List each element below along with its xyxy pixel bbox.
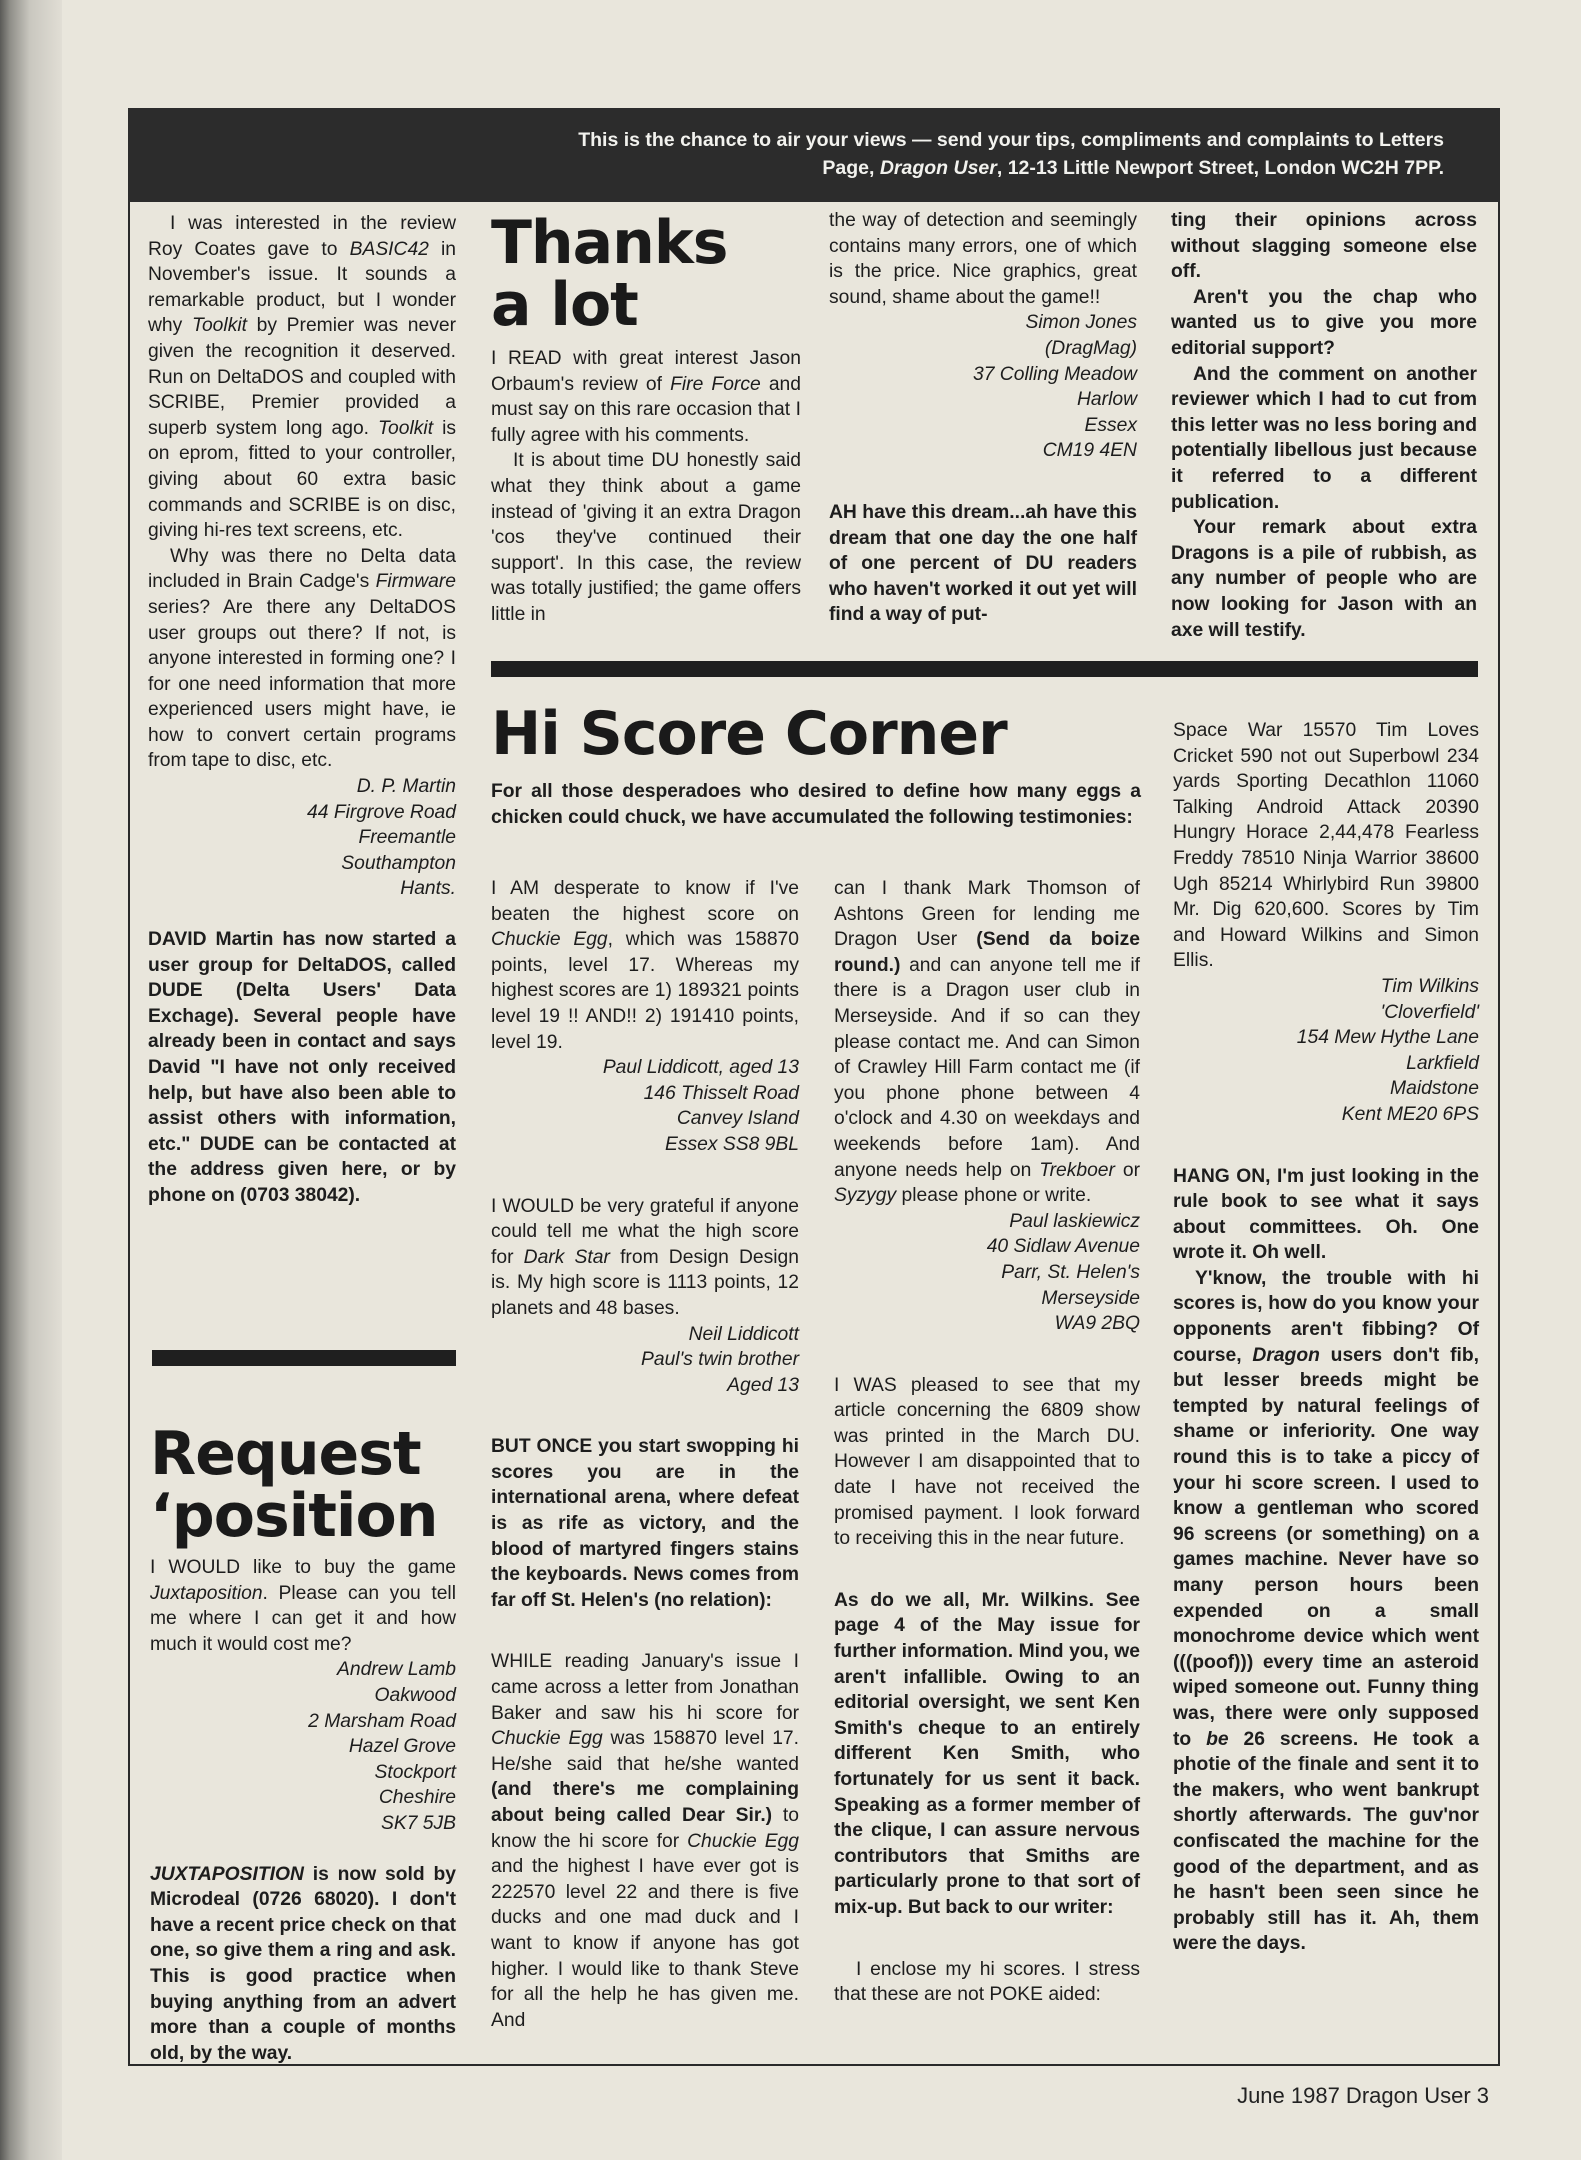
letter-liddicott-neil-address: Neil Liddicott Paul's twin brother Aged 13	[640, 1323, 799, 1396]
hiscore-header	[491, 699, 1141, 830]
editor-reply-hiscore-4: Y'know, the trouble with hi scores is, how do you know your opponents aren't fibbing? Of course, Dragon users don't fib, but lesser breeds might be tempted by natural feelings of shame or inferiority. One way round this is to take a piccy of your hi score screen. I used to know a gentleman who scored 96 screens (or something) on a games machine. Never have so many person hours been expended on a small monochrome device which went (((poof))) every time an asteroid wiped someone out. Funny thing was, there were only supposed to be 26 screens. He took a photie of the finale and sent it to the makers, who went bankrupt shortly afterwards. The guv'nor confiscated the machine for the good of the department, and as he hasn't been seen since he probably still has it. Ah, them were the days.	[1173, 1267, 1479, 1955]
letter-wilkins-address: Tim Wilkins 'Cloverfield' 154 Mew Hythe Lane Larkfield Maidstone Kent ME20 6PS	[1296, 975, 1479, 1125]
letter-deltados-address: D. P. Martin 44 Firgrove Road Freemantle Southampton Hants.	[307, 776, 456, 900]
page-footer: June 1987 Dragon User 3	[1237, 2083, 1489, 2108]
hiscore-column-4	[1173, 718, 1479, 1957]
editor-reply-thanks-1: AH have this dream...ah have this dream that one day the one half of one percent of DU readers who haven't worked it out yet will find a way of put-	[829, 501, 1137, 626]
letter-juxtaposition-address: Andrew Lamb Oakwood 2 Marsham Road Hazel Grove Stockport Cheshire SK7 5JB	[308, 1659, 456, 1834]
banner-line-2: Page, Dragon User, 12-13 Little Newport Street, London WC2H 7PP.	[822, 157, 1444, 179]
letter-liddicott-neil: I WOULD be very grateful if anyone could tell me what the high score for Dark Star from Design Design is. My high score is 1113 points, 12 planets and 48 bases.	[491, 1195, 799, 1319]
thanks-headline: Thanks a lot	[491, 208, 728, 340]
thanks-column-4	[1171, 208, 1477, 643]
letter-deltados-p2: Why was there no Delta data included in Brain Cadge's Firmware series? Are there any DeltaDOS user groups out there? If not, is anyone interested in forming one? I for one need information that more experienced users might have, ie how to convert certain programs from tape to disc, etc.	[148, 545, 456, 772]
editor-reply-deltados: DAVID Martin has now started a user group for DeltaDOS, called DUDE (Delta Users' Data Exchage). Several people have already been in contact and says David "I have not only received help, but have also been able to assist others with information, etc." DUDE can be contacted at the address given here, or by phone on (0703 38042).	[148, 929, 456, 1206]
hiscore-column-3	[834, 876, 1140, 2008]
letter-wilkins-scores: Space War 15570 Tim Loves Cricket 590 not out Superbowl 234 yards Sporting Decathlon 11060 Talking Android Attack 20390 Hungry Horace 2,44,478 Fearless Freddy 78510 Ninja Warrior 38600 Ugh 85214 Whirlybird Run 39800 Mr. Dig 620,600. Scores by Tim and Howard Wilkins and Simon Ellis.	[1173, 720, 1479, 972]
editor-reply-hiscore-3: HANG ON, I'm just looking in the rule book to see what it says about committees. Oh. One wrote it. Oh well.	[1173, 1165, 1479, 1264]
hiscore-column-2	[491, 876, 799, 2033]
letter-laskiewicz-address: Paul laskiewicz 40 Sidlaw Avenue Parr, St. Helen's Merseyside WA9 2BQ	[986, 1210, 1140, 1335]
hiscore-intro: For all those desperadoes who desired to define how many eggs a chicken could chuck, we have accumulated the following testimonies:	[491, 781, 1141, 828]
letter-liddicott-paul-address: Paul Liddicott, aged 13 146 Thisselt Road Canvey Island Essex SS8 9BL	[602, 1057, 799, 1155]
column-1-lower	[150, 1419, 456, 2066]
editor-reply-thanks-5: Your remark about extra Dragons is a pile of rubbish, as any number of people who are now looking for Jason with an axe will testify.	[1171, 517, 1477, 641]
thanks-letter-address: Simon Jones (DragMag) 37 Colling Meadow Harlow Essex CM19 4EN	[973, 312, 1137, 462]
editor-reply-thanks-4: And the comment on another reviewer which I had to cut from this letter was no less boring and potentially libellous just because it referred to a different publication.	[1171, 363, 1477, 513]
thanks-column-3	[829, 208, 1137, 628]
hiscore-headline: Hi Score Corner	[491, 699, 1007, 769]
page-spine-shadow	[0, 0, 62, 2160]
editor-reply-hiscore-2: As do we all, Mr. Wilkins. See page 4 of the May issue for further information. Mind you, we aren't infallible. Owing to an editorial oversight, we sent Ken Smith's cheque to an entirely different Ken Smith, who fortunately for us sent it back. Speaking as a former member of the clique, I can assure nervous contributors that Smiths are particularly prone to that sort of mix-up. But back to our writer:	[834, 1589, 1140, 1918]
request-headline: Request ‘position	[150, 1419, 438, 1551]
letter-liddicott-paul: I AM desperate to know if I've beaten the highest score on Chuckie Egg, which was 158870 points, level 17. Whereas my highest scores are 1) 189321 points level 19 !! AND!! 2) 191410 points, level 19.	[491, 878, 799, 1053]
editor-reply-hiscore-1: BUT ONCE you start swopping hi scores you are in the international arena, where defeat is as rife as victory, and the blood of martyred fingers stains the keyboards. News comes from far off St. Helen's (no relation):	[491, 1436, 799, 1611]
banner-line-1: This is the chance to air your views — send your tips, compliments and complaints to Letters	[578, 129, 1444, 151]
column-1	[148, 211, 456, 1209]
letter-laskiewicz-p1: WHILE reading January's issue I came across a letter from Jonathan Baker and saw his hi score for Chuckie Egg was 158870 level 17. He/she said that he/she wanted (and there's me complaining about being called Dear Sir.) to know the hi score for Chuckie Egg and the highest I have ever got is 222570 level 22 and there is five ducks and one mad duck and I want to know if anyone has got higher. I would like to thank Steve for all the help he has given me. And	[491, 1651, 800, 2031]
letter-wilkins-p1: I enclose my hi scores. I stress that these are not POKE aided:	[834, 1958, 1140, 2006]
thanks-letter-p1: I READ with great interest Jason Orbaum's review of Fire Force and must say on this rare occasion that I fully agree with his comments.	[491, 348, 801, 446]
thanks-column-2	[491, 208, 801, 628]
letter-laskiewicz-p2: can I thank Mark Thomson of Ashtons Green for lending me Dragon User (Send da boize round.) and can anyone tell me if there is a Dragon user club in Merseyside. And if so can they please contact me. And can Simon of Crawley Hill Farm contact me (if you phone phone between 4 o'clock and 4.30 on weekdays and weekends before 1am). And anyone needs help on Trekboer or Syzygy please phone or write.	[834, 878, 1140, 1207]
letter-juxtaposition: I WOULD like to buy the game Juxtaposition. Please can you tell me where I can get it and how much it would cost me?	[150, 1557, 456, 1655]
letter-6809-show: I WAS pleased to see that my article concerning the 6809 show was printed in the March DU. However I am disappointed that to date I have not received the promised payment. I look forward to receiving this in the near future.	[834, 1374, 1140, 1550]
section-rule	[491, 661, 1478, 677]
editor-reply-juxtaposition: JUXTAPOSITION is now sold by Microdeal (0726 68020). I don't have a recent price check on that one, so give them a ring and ask. This is good practice when buying anything from an advert more than a couple of months old, by the way.	[150, 1863, 456, 2064]
letters-banner	[128, 108, 1500, 202]
editor-reply-thanks-3: Aren't you the chap who wanted us to give you more editorial support?	[1171, 286, 1477, 359]
divider-rule	[152, 1350, 456, 1366]
thanks-letter-p2: It is about time DU honestly said what they think about a game instead of 'giving it an extra Dragon 'cos they've continued their support'. In this case, the review was totally justified; the game offers little in	[491, 450, 801, 625]
thanks-letter-p3: the way of detection and seemingly contains many errors, one of which is the price. Nice graphics, great sound, shame about the game!!	[829, 210, 1137, 308]
letter-deltados-p1: I was interested in the review Roy Coates gave to BASIC42 in November's issue. It sounds a remarkable product, but I wonder why Toolkit by Premier was never given the recognition it deserved. Run on DeltaDOS and coupled with SCRIBE, Premier provided a superb system long ago. Toolkit is on eprom, fitted to your controller, giving about 60 extra basic commands and SCRIBE is on disc, giving hi-res text screens, etc.	[148, 213, 456, 542]
editor-reply-thanks-2: ting their opinions across without slagging someone else off.	[1171, 210, 1477, 283]
